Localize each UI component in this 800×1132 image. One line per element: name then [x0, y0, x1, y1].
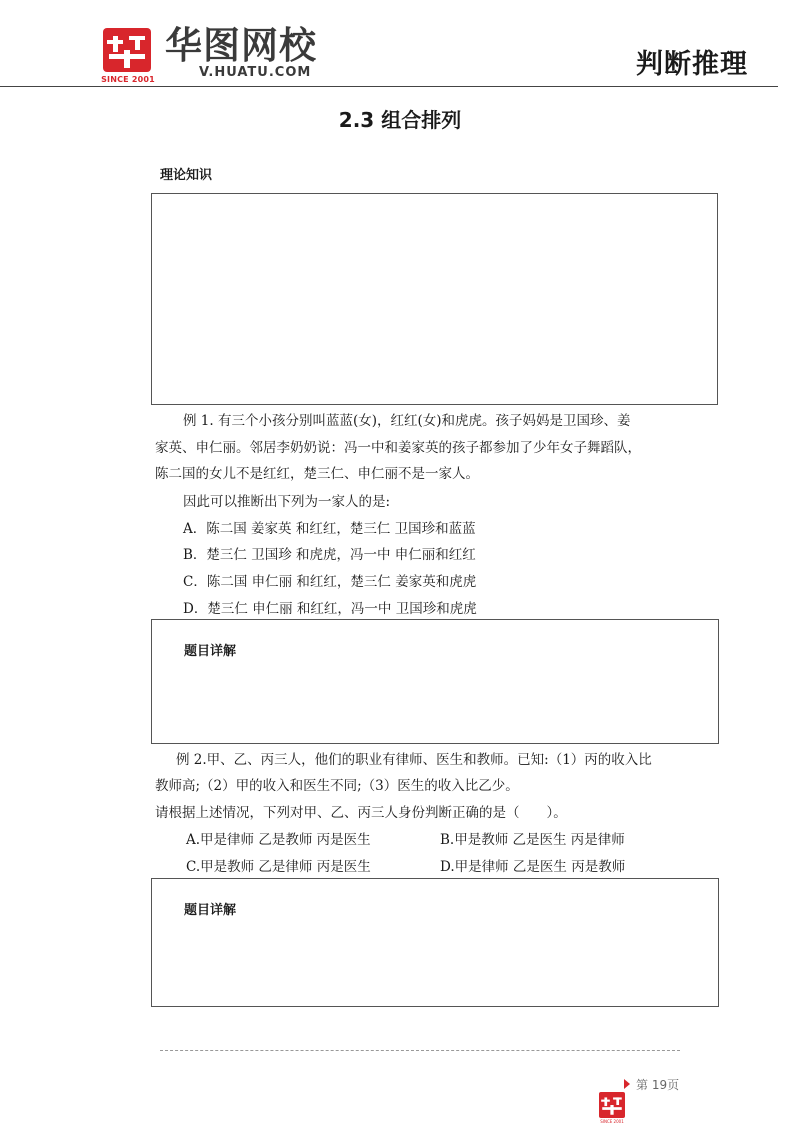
example2-option-b: B.甲是教师 乙是医生 丙是律师	[440, 832, 625, 848]
example1-option-c: C．陈二国 申仁丽 和红红，楚三仁 姜家英和虎虎	[183, 574, 477, 590]
footer-logo-since: SINCE 2001	[600, 1119, 624, 1124]
section-title: 判断推理	[636, 49, 748, 80]
example1-option-a: A．陈二国 姜家英 和红红，楚三仁 卫国珍和蓝蓝	[183, 521, 476, 537]
page-arrow-icon	[624, 1079, 630, 1089]
example1-option-b: B．楚三仁 卫国珍 和虎虎，冯一中 申仁丽和红红	[183, 547, 476, 563]
example2-answer-box	[151, 878, 719, 1007]
example1-line-1: 例 1. 有三个小孩分别叫蓝蓝(女)，红红(女)和虎虎。孩子妈妈是卫国珍、姜	[183, 413, 631, 429]
example2-option-a: A.甲是律师 乙是教师 丙是医生	[186, 832, 371, 848]
header-divider	[0, 86, 778, 87]
huatu-logo	[103, 28, 151, 72]
footer-logo	[599, 1092, 625, 1118]
footer-logo-glyph-icon	[599, 1092, 625, 1118]
example2-line-1: 例 2.甲、乙、丙三人，他们的职业有律师、医生和教师。已知:（1）丙的收入比	[176, 752, 652, 768]
brand-url: V.HUATU.COM	[199, 65, 312, 80]
example2-answer-label: 题目详解	[184, 903, 237, 918]
example2-line-2: 教师高;（2）甲的收入和医生不同;（3）医生的收入比乙少。	[155, 778, 519, 794]
example1-line-2: 家英、申仁丽。邻居李奶奶说：冯一中和姜家英的孩子都参加了少年女子舞蹈队，	[155, 440, 641, 456]
page-title: 2.3 组合排列	[338, 108, 462, 132]
example2-line-3: 请根据上述情况，下列对甲、乙、丙三人身份判断正确的是（ ）。	[155, 805, 567, 821]
logo-since-text: SINCE 2001	[101, 75, 155, 84]
example1-question: 因此可以推断出下列为一家人的是:	[183, 494, 391, 510]
page-number: 第 19页	[636, 1078, 680, 1092]
footer-divider	[160, 1050, 680, 1051]
example2-option-d: D.甲是律师 乙是医生 丙是教师	[440, 859, 626, 875]
example1-answer-label: 题目详解	[184, 644, 237, 659]
brand-name: 华图网校	[165, 24, 317, 67]
theory-box	[151, 193, 718, 405]
huatu-logo-glyph-icon	[103, 28, 151, 72]
example2-option-c: C.甲是教师 乙是律师 丙是医生	[186, 859, 371, 875]
example1-line-3: 陈二国的女儿不是红红，楚三仁、申仁丽不是一家人。	[155, 466, 479, 482]
example1-option-d: D．楚三仁 申仁丽 和红红，冯一中 卫国珍和虎虎	[183, 601, 477, 617]
example1-answer-box	[151, 619, 719, 744]
theory-label: 理论知识	[160, 168, 213, 183]
